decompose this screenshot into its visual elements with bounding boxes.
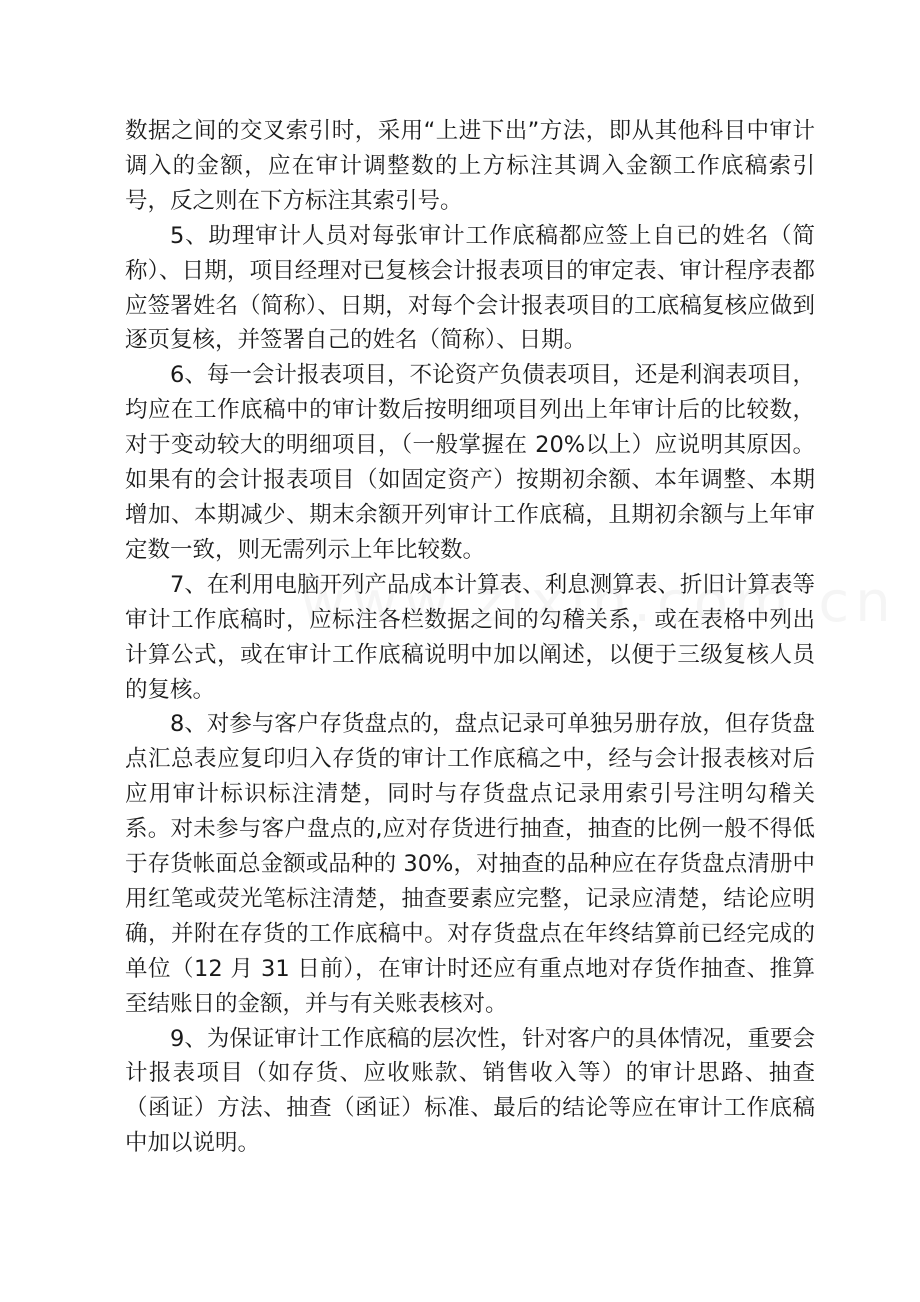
paragraph-item-8: 8、对参与客户存货盘点的，盘点记录可单独另册存放，但存货盘点汇总表应复印归入存货的审计工作底稿之中，经与会计报表核对后应用审计标识标注清楚，同时与存货盘点记录用索引号注明勾稽关系。对未参与客户盘点的,应对存货进行抽查，抽查的比例一般不得低于存货帐面总金额或品种的 30%，对抽查的品种应在存货盘点清册中用红笔或荧光笔标注清楚，抽查要素应完整，记录应清楚，结论应明确，并附在存货的工作底稿中。对存货盘点在年终结算前已经完成的单位（12 月 31 日前），在审计时还应有重点地对存货作抽查、推算至结账日的金额，并与有关账表核对。 [125,711,815,1017]
paragraph-item-7: 7、在利用电脑开列产品成本计算表、利息测算表、折旧计算表等审计工作底稿时，应标注各栏数据之间的勾稽关系，或在表格中列出计算公式，或在审计工作底稿说明中加以阐述，以便于三级复核人员的复核。 [125,571,815,703]
paragraph-item-6: 6、每一会计报表项目，不论资产负债表项目，还是利润表项目，均应在工作底稿中的审计数后按明细项目列出上年审计后的比较数，对于变动较大的明细项目，（一般掌握在 20%以上）应说明其原因。如果有的会计报表项目（如固定资产）按期初余额、本年调整、本期增加、本期减少、期末余额开列审计工作底稿，且期初余额与上年审定数一致，则无需列示上年比较数。 [125,362,815,563]
document-body [125,114,815,1161]
paragraph-continuation: 数据之间的交叉索引时，采用“上进下出”方法，即从其他科目中审计调入的金额，应在审计调整数的上方标注其调入金额工作底稿索引号，反之则在下方标注其索引号。 [125,118,815,214]
paragraph-item-9: 9、为保证审计工作底稿的层次性，针对客户的具体情况，重要会计报表项目（如存货、应收账款、销售收入等）的审计思路、抽查（函证）方法、抽查（函证）标准、最后的结论等应在审计工作底稿中加以说明。 [125,1025,815,1157]
paragraph-item-5: 5、助理审计人员对每张审计工作底稿都应签上自已的姓名（简称）、日期，项目经理对已复核会计报表项目的审定表、审计程序表都应签署姓名（简称）、日期，对每个会计报表项目的工底稿复核应做到逐页复核，并签署自己的姓名（简称）、日期。 [125,222,815,354]
